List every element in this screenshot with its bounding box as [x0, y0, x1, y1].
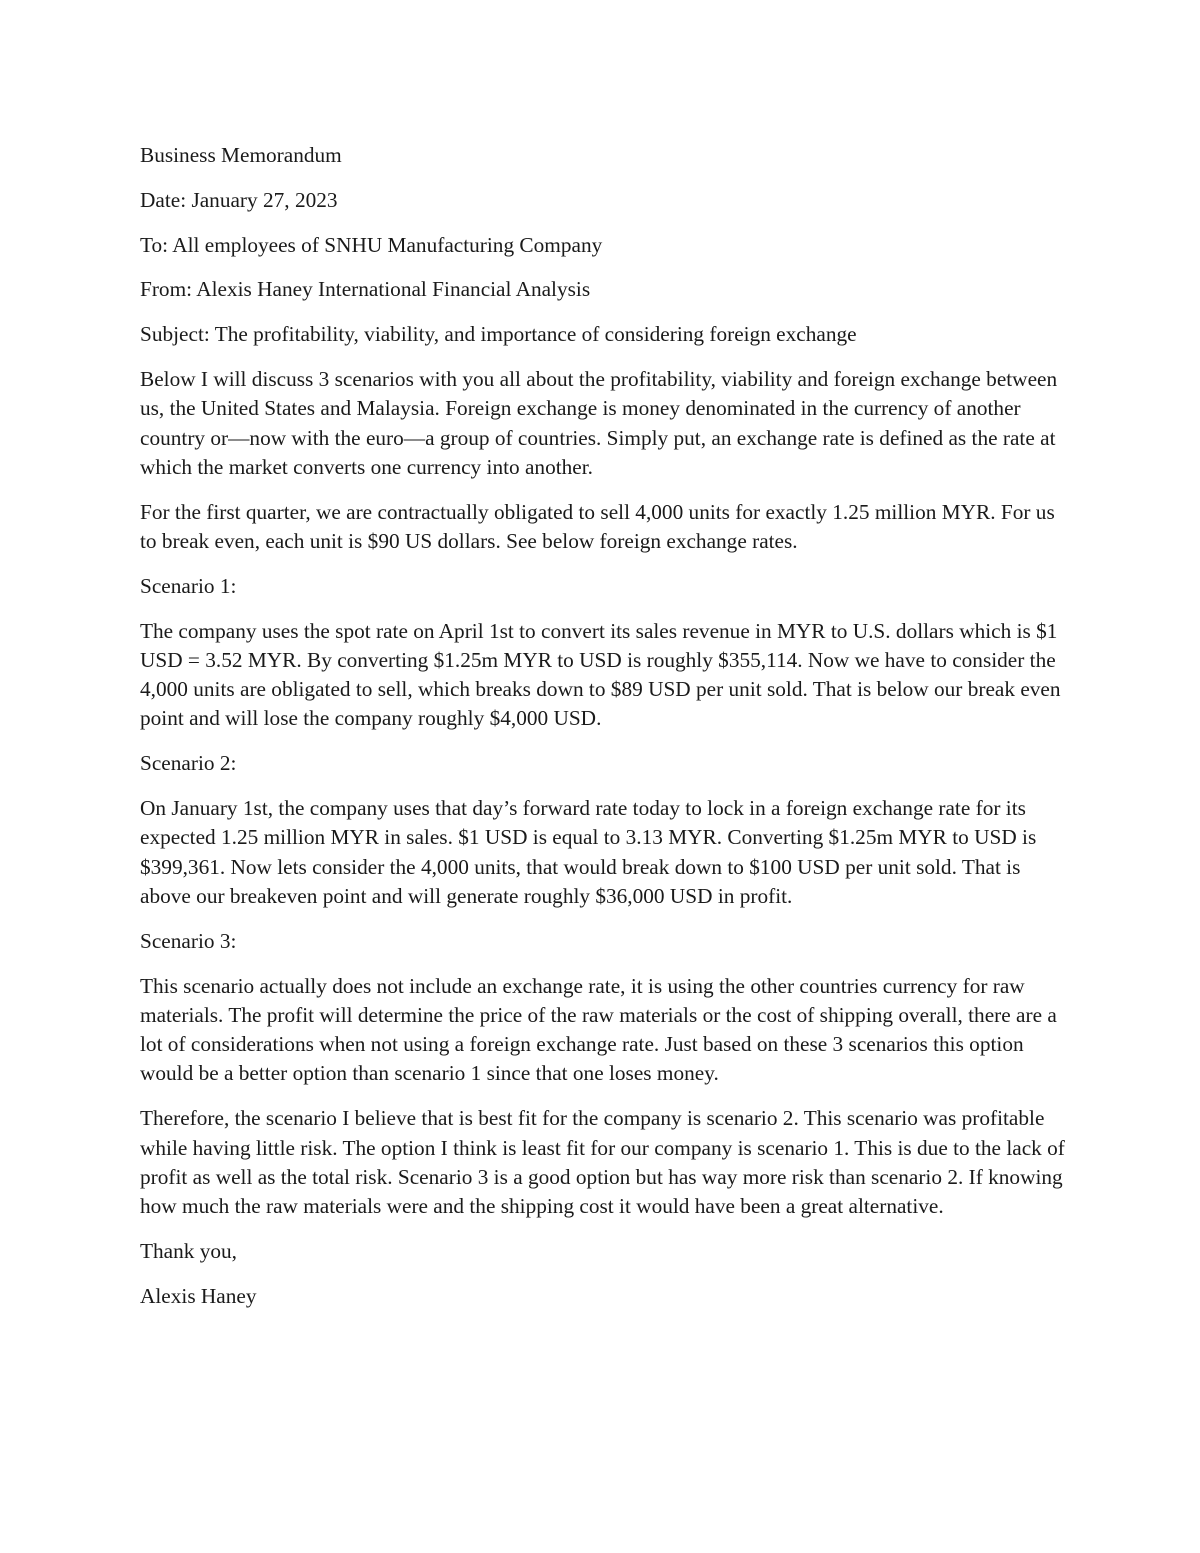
scenario1-heading: Scenario 1:: [140, 573, 237, 598]
closing: Thank you,: [140, 1238, 238, 1263]
conclusion-paragraph: Therefore, the scenario I believe that is best fit for the company is scenario 2. This scenario was profitable while having little risk. The option I think is least fit for our company is scenario 1. This is due to the lack of profit as well as the total risk. Scenario 3 is a good option but has way more risk than scenario 2. If knowing how much the raw materials were and the shipping cost it would have been a great alternative.: [140, 1106, 1065, 1219]
scenario3-body: This scenario actually does not include an exchange rate, it is using the other countries currency for raw materials. The profit will determine the price of the raw materials or the cost of shipping overall, there are a lot of considerations when not using a foreign exchange rate. Just based on these 3 scenarios this option would be a better option than scenario 1 since that one loses money.: [140, 973, 1057, 1086]
subject-line: Subject: The profitability, viability, and importance of considering foreign exchange: [140, 322, 857, 347]
intro-paragraph: Below I will discuss 3 scenarios with you all about the profitability, viability and foreign exchange between us, the United States and Malaysia. Foreign exchange is money denominated in the currency of another country or—now with the euro—a group of countries. Simply put, an exchange rate is defined as the rate at which the market converts one currency into another.: [140, 366, 1058, 479]
scenario2-body: On January 1st, the company uses that day’s forward rate today to lock in a foreign exchange rate for its expected 1.25 million MYR in sales. $1 USD is equal to 3.13 MYR. Converting $1.25m MYR to USD is $399,361. Now lets consider the 4,000 units, that would break down to $100 USD per unit sold. That is above our breakeven point and will generate roughly $36,000 USD in profit.: [140, 796, 1037, 908]
date-line: Date: January 27, 2023: [140, 187, 338, 212]
to-line: To: All employees of SNHU Manufacturing Company: [140, 232, 603, 257]
signature: Alexis Haney: [140, 1283, 257, 1308]
scenario3-heading: Scenario 3:: [140, 928, 237, 953]
from-line: From: Alexis Haney International Financial Analysis: [140, 277, 591, 302]
scenario2-heading: Scenario 2:: [140, 751, 237, 776]
memo-heading: Business Memorandum: [140, 143, 342, 167]
scenario1-body: The company uses the spot rate on April 1st to convert its sales revenue in MYR to U.S. dollars which is $1 USD = 3.52 MYR. By converting $1.25m MYR to USD is roughly $355,114. Now we have to consider the 4,000 units are obligated to sell, which breaks down to $89 USD per unit sold. That is below our break even point and will lose the company roughly $4,000 USD.: [140, 618, 1061, 731]
context-paragraph: For the first quarter, we are contractually obligated to sell 4,000 units for exactly 1.25 million MYR. For us to break even, each unit is $90 US dollars. See below foreign exchange rates.: [140, 499, 1055, 553]
memo-document: [140, 141, 1065, 1327]
